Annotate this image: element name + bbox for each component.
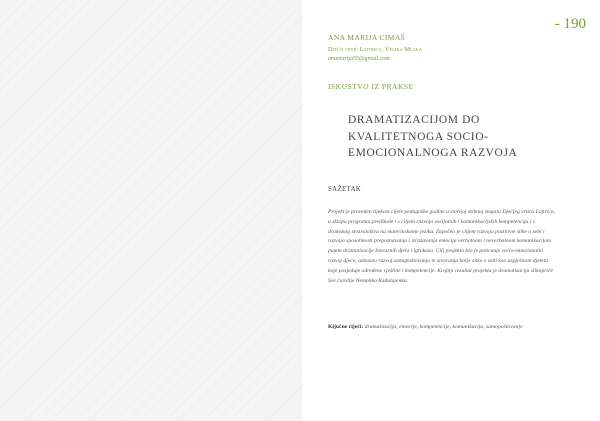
abstract-text: Projekt je proveden tijekom cijele pedagoške godine u starijoj dobnoj skupini Dječjeg vrtića Lojtrica, u sklopu programa predškole i s ciljem razvoja socijalnih i komunikacijskih kompetencija i s dramskog stvaralaštva na materinskome jeziku. Započeo je ciljem razvoja pozitivne slike o sebi i razvoja sposobnosti prepoznavanja i izražavanja emocija verbalnom i neverbalnom komunikacijom putem dramatizacije literarnih djela i igrokaza. Cilj projekta bio je poticanje socio-emocionalni razvoj djece, odnosno razvoj samopoštovanja te stvaranja bolje slike o sebi kao uspješnom djetetu koje posjeduje određene vještine i kompetencije. Krajnji rezultat projekta je dramatizacija slikopriče Sve čarolije Nemanka Radulajenka.: [328, 209, 556, 284]
keywords: [328, 323, 556, 333]
abstract-heading: SAŽETAK: [328, 186, 362, 193]
article-title: DRAMATIZACIJOM DO KVALITETNOGA SOCIO-EMOCIONALNOGA RAZVOJA: [348, 114, 518, 159]
section-label: ISKUSTVO IZ PRAKSE: [328, 82, 414, 91]
author-email[interactable]: anamarija55@gmail.com: [328, 56, 390, 62]
author-block: [328, 33, 422, 62]
keywords-text: dramatizacija, emocije, kompetencije, komunikacija, samopoštovanje: [364, 324, 523, 330]
author-affiliation: Dječji vrtić Lojtrica, Velika Mlaka: [328, 46, 423, 53]
keywords-label: Ključne riječi:: [328, 324, 364, 330]
page-number: - 190: [554, 16, 586, 32]
right-page: [302, 0, 600, 421]
author-name: ANA MARIJA CIMAŠ: [328, 33, 406, 42]
